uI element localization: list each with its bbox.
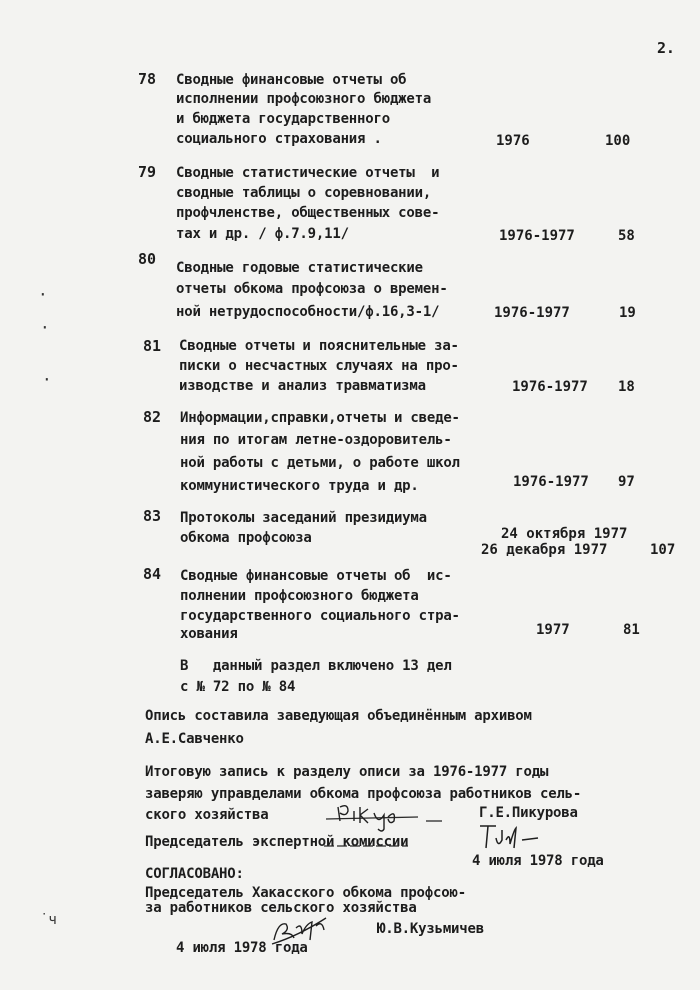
entry-line: изводстве и анализ травматизма (179, 378, 426, 394)
entry-line: полнении профсоюзного бюджета (180, 588, 419, 604)
date-2: 4 июля 1978 года (176, 940, 308, 956)
margin-mark: · (40, 318, 50, 337)
expert-chair-label: Председатель экспертной комиссии (145, 834, 409, 850)
entry-number: 81 (143, 337, 162, 355)
entry-number: 84 (143, 565, 162, 583)
agreed-label: СОГЛАСОВАНО: (145, 866, 244, 882)
entry-count: 19 (619, 305, 636, 321)
entry-year: 1976-1977 (494, 305, 570, 321)
entry-year: 1976-1977 (513, 474, 589, 490)
entry-line: Сводные годовые статистические (176, 260, 423, 276)
entry-year: 1976-1977 (512, 379, 588, 395)
entry-line: ния по итогам летне-оздоровитель- (180, 432, 452, 448)
entry-line: коммунистического труда и др. (180, 478, 419, 494)
entry-count: 81 (623, 622, 640, 638)
entry-line: исполнении профсоюзного бюджета (176, 91, 432, 107)
entry-line: отчеты обкома профсоюза о времен- (176, 281, 448, 297)
entry-line: ной работы с детьми, о работе школ (180, 455, 460, 471)
entry-line: социального страхования . (176, 131, 382, 147)
entry-number: 83 (143, 507, 162, 525)
entry-line: Протоколы заседаний президиума (180, 510, 427, 526)
entry-line: Сводные статистические отчеты и (176, 165, 440, 181)
signature-expert-chair (476, 818, 556, 854)
entry-date: 24 октября 1977 (501, 526, 628, 542)
signature-line (322, 838, 432, 852)
compiled-by-name: А.Е.Савченко (145, 731, 244, 747)
page-number: 2. (657, 39, 675, 57)
entry-year: 1977 (536, 622, 570, 638)
entry-year: 1976 (496, 133, 530, 149)
agreed-line: за работников сельского хозяйства (145, 900, 417, 916)
entry-line: тах и др. / ф.7.9,11/ (176, 226, 349, 242)
margin-mark: · (38, 285, 48, 304)
summary-line: с № 72 по № 84 (180, 679, 296, 695)
date-1: 4 июля 1978 года (472, 853, 604, 869)
entry-year: 1976-1977 (499, 228, 575, 244)
entry-line: Информации,справки,отчеты и сведе- (180, 410, 460, 426)
entry-count: 100 (605, 133, 631, 149)
margin-mark: · (42, 370, 52, 389)
entry-number: 79 (138, 163, 157, 181)
entry-count: 107 (650, 542, 676, 558)
entry-line: сводные таблицы о соревновании, (176, 185, 432, 201)
summary-line: В данный раздел включено 13 дел (180, 658, 452, 674)
entry-line: хования (180, 626, 238, 642)
certification-line: заверяю управделами обкома профсоюза работников сель- (145, 786, 582, 802)
compiled-by-line: Опись составила заведующая объединённым архивом (145, 708, 532, 724)
entry-number: 82 (143, 408, 162, 426)
agreed-line: Председатель Хакасского обкома профсою- (145, 885, 466, 901)
agreed-name: Ю.В.Кузьмичев (377, 921, 484, 937)
entry-line: Сводные отчеты и пояснительные за- (179, 338, 459, 354)
certification-line: ского хозяйства (145, 807, 269, 823)
entry-number: 78 (138, 70, 157, 88)
signature-pikurova (318, 795, 458, 835)
entry-count: 97 (618, 474, 635, 490)
entry-line: профчленстве, общественных сове- (176, 205, 440, 221)
entry-line: Сводные финансовые отчеты об ис- (180, 568, 452, 584)
entry-date: 26 декабря 1977 (481, 542, 608, 558)
entry-line: государственного социального стра- (180, 608, 460, 624)
entry-count: 18 (618, 379, 635, 395)
entry-line: и бюджета государственного (176, 111, 390, 127)
entry-count: 58 (618, 228, 635, 244)
entry-line: писки о несчастных случаях на про- (179, 358, 459, 374)
entry-number: 80 (138, 250, 157, 268)
certification-line: Итоговую запись к разделу описи за 1976-1977 годы (145, 764, 549, 780)
entry-line: Сводные финансовые отчеты об (176, 72, 407, 88)
entry-line: обкома профсоюза (180, 530, 312, 546)
entry-line: ной нетрудоспособности/ф.16,3-1/ (176, 304, 440, 320)
margin-mark: ˙ч (40, 912, 57, 928)
certifier-name: Г.Е.Пикурова (479, 805, 578, 821)
